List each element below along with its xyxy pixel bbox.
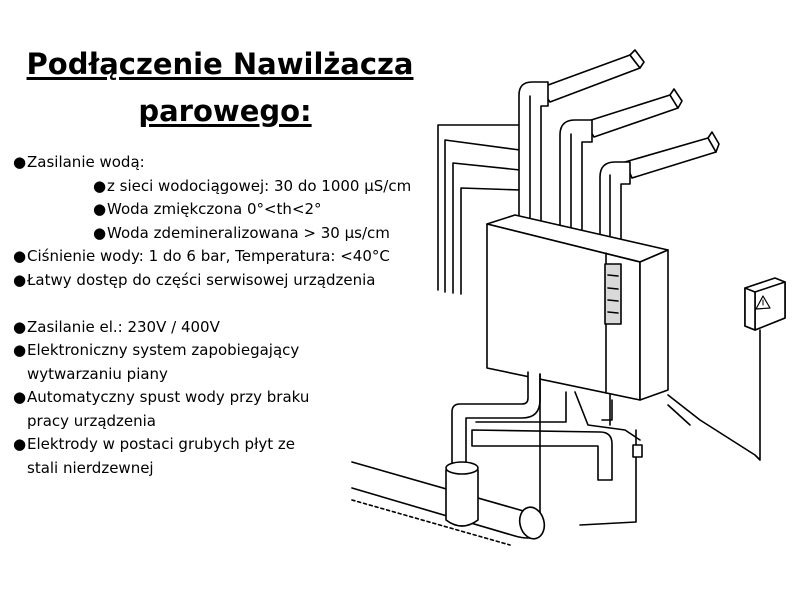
list-item-text: z sieci wodociągowej: 30 do 1000 µS/cm	[107, 176, 412, 195]
list-item-text: Ciśnienie wody: 1 do 6 bar, Temperatura: <40°C	[27, 247, 390, 265]
page-title-line-1: Podłączenie Nawilżacza	[26, 47, 414, 81]
list-item-text: Elektroniczny system zapobiegający	[27, 341, 300, 359]
list-item-text: Automatyczny spust wody przy braku	[27, 388, 310, 406]
list-item-text: Elektrody w postaci grubych płyt ze	[27, 435, 295, 453]
steam-pipe	[600, 132, 719, 240]
electrical-switch-box	[745, 278, 785, 330]
bullet-icon: ●	[13, 435, 27, 453]
humidifier-installation-illustration	[340, 40, 795, 560]
page-title-line-2: parowego:	[138, 94, 312, 128]
bullet-icon: ●	[13, 270, 27, 289]
bullet-icon: ●	[13, 153, 27, 171]
list-item-text: Zasilanie el.: 230V / 400V	[27, 317, 220, 336]
bullet-icon: ●	[13, 341, 27, 359]
bullet-icon: ●	[93, 200, 107, 218]
humidifier-cabinet	[487, 215, 668, 400]
list-item-text: Woda zdemineralizowana > 30 µs/cm	[107, 223, 390, 242]
list-item-continuation: pracy urządzenia	[27, 411, 157, 430]
drain-main-pipe	[352, 462, 548, 545]
electric-cable	[668, 330, 760, 460]
list-item-text: Woda zmiękczona 0°<th<2°	[107, 200, 322, 218]
list-item-text: Łatwy dostęp do części serwisowej urządzenia	[27, 270, 376, 289]
bullet-icon: ●	[13, 317, 27, 336]
list-item-continuation: stali nierdzewnej	[27, 458, 154, 477]
bullet-icon: ●	[93, 223, 107, 242]
list-item-text: Zasilanie wodą:	[27, 153, 145, 171]
list-item-continuation: wytwarzaniu piany	[27, 364, 168, 383]
bullet-icon: ●	[13, 247, 27, 265]
bullet-icon: ●	[93, 176, 107, 195]
bullet-icon: ●	[13, 388, 27, 406]
